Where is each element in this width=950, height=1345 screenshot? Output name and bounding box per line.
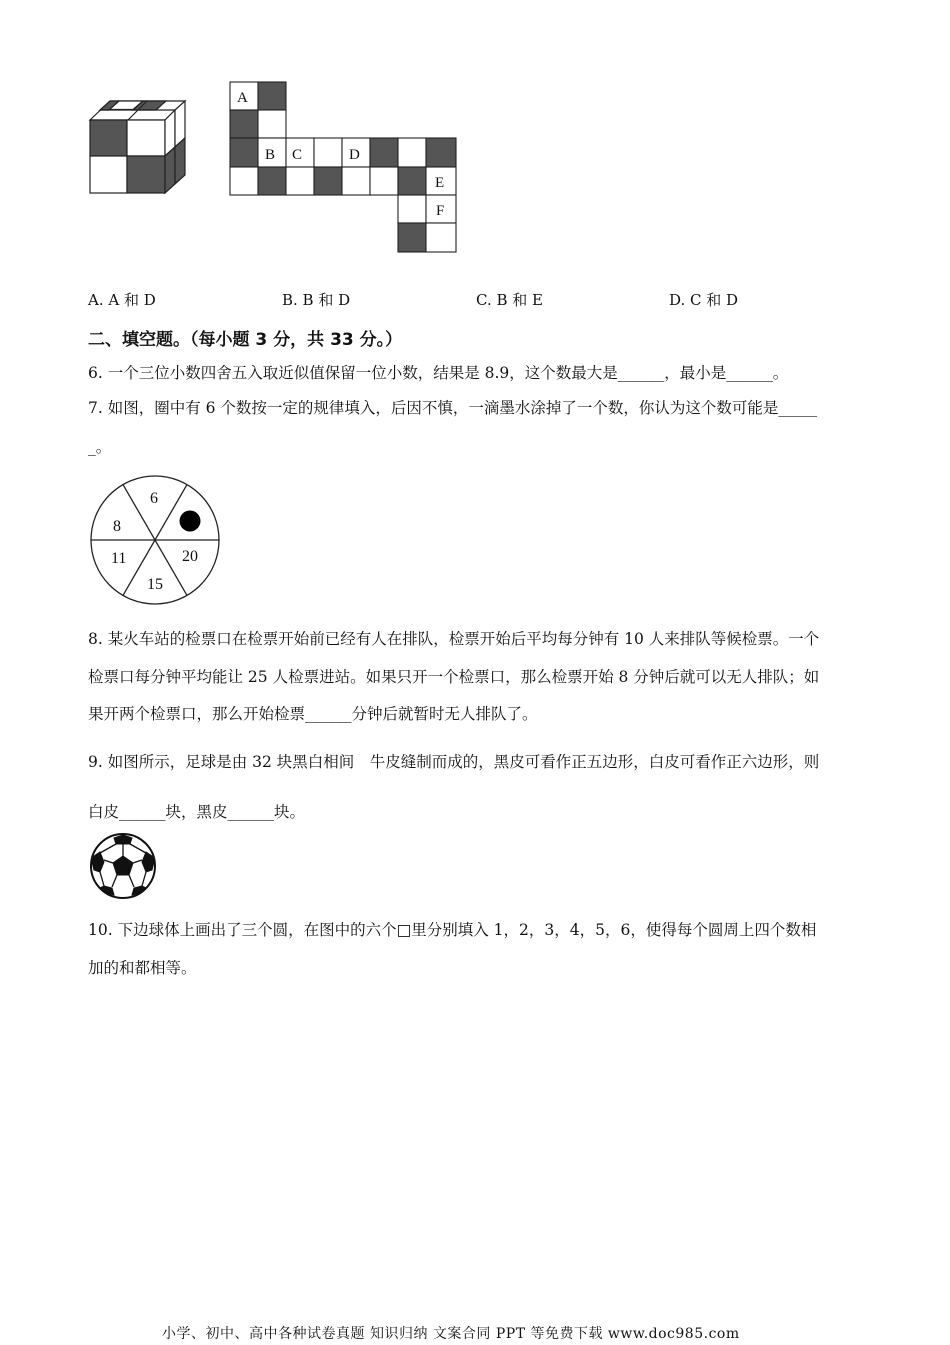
circle-number-20: 20 — [182, 548, 198, 565]
question-10-line-1: 10. 下边球体上画出了三个圆，在图中的六个□里分别填入 1，2，3，4，5，6，使得每个圆周上四个数相 — [88, 921, 817, 939]
option-a: A. A 和 D — [88, 291, 156, 309]
cube-net-figure — [229, 81, 461, 257]
page-footer: 小学、初中、高中各种试卷真题 知识归纳 文案合同 PPT 等免费下载 www.doc985.com — [162, 1326, 740, 1342]
net-label-b: B — [265, 147, 276, 163]
soccer-ball-icon — [88, 832, 158, 900]
option-b: B. B 和 D — [282, 291, 351, 309]
section-title: 二、填空题。（每小题 3 分，共 33 分。） — [88, 330, 403, 350]
question-8-line-1: 8. 某火车站的检票口在检票开始前已经有人在排队，检票开始后平均每分钟有 10 人来排队等候检票。一个 — [88, 630, 820, 648]
cube-figure — [88, 99, 188, 195]
circle-number-11: 11 — [111, 550, 127, 567]
question-8-line-2: 检票口每分钟平均能让 25 人检票进站。如果只开一个检票口，那么检票开始 8 分钟后就可以无人排队；如 — [88, 668, 820, 686]
net-label-e: E — [435, 175, 445, 191]
net-label-a: A — [237, 90, 248, 106]
question-10-line-2: 加的和都相等。 — [88, 959, 197, 977]
net-label-c: C — [292, 147, 303, 163]
question-6: 6. 一个三位小数四舍五入取近似值保留一位小数，结果是 8.9，这个数最大是______，最小是______。 — [88, 364, 789, 382]
circle-number-6: 6 — [150, 490, 158, 507]
question-8-line-3: 果开两个检票口，那么开始检票______分钟后就暂时无人排队了。 — [88, 705, 538, 723]
question-7-line-2: _。 — [88, 438, 112, 456]
ink-blot — [180, 511, 201, 532]
number-circle-figure — [89, 474, 221, 606]
net-label-f: F — [436, 203, 445, 219]
circle-number-8: 8 — [113, 518, 121, 535]
option-d: D. C 和 D — [669, 291, 739, 309]
option-c: C. B 和 E — [476, 291, 543, 309]
net-label-d: D — [349, 147, 360, 163]
question-9-line-2: 白皮______块，黑皮______块。 — [88, 803, 306, 821]
question-7-line-1: 7. 如图，圈中有 6 个数按一定的规律填入，后因不慎，一滴墨水涂掉了一个数，你认为这个数可能是_____ — [88, 399, 818, 417]
circle-number-15: 15 — [147, 576, 163, 593]
question-9-line-1: 9. 如图所示，足球是由 32 块黑白相间 牛皮缝制而成的，黑皮可看作正五边形，白皮可看作正六边形，则 — [88, 753, 820, 771]
